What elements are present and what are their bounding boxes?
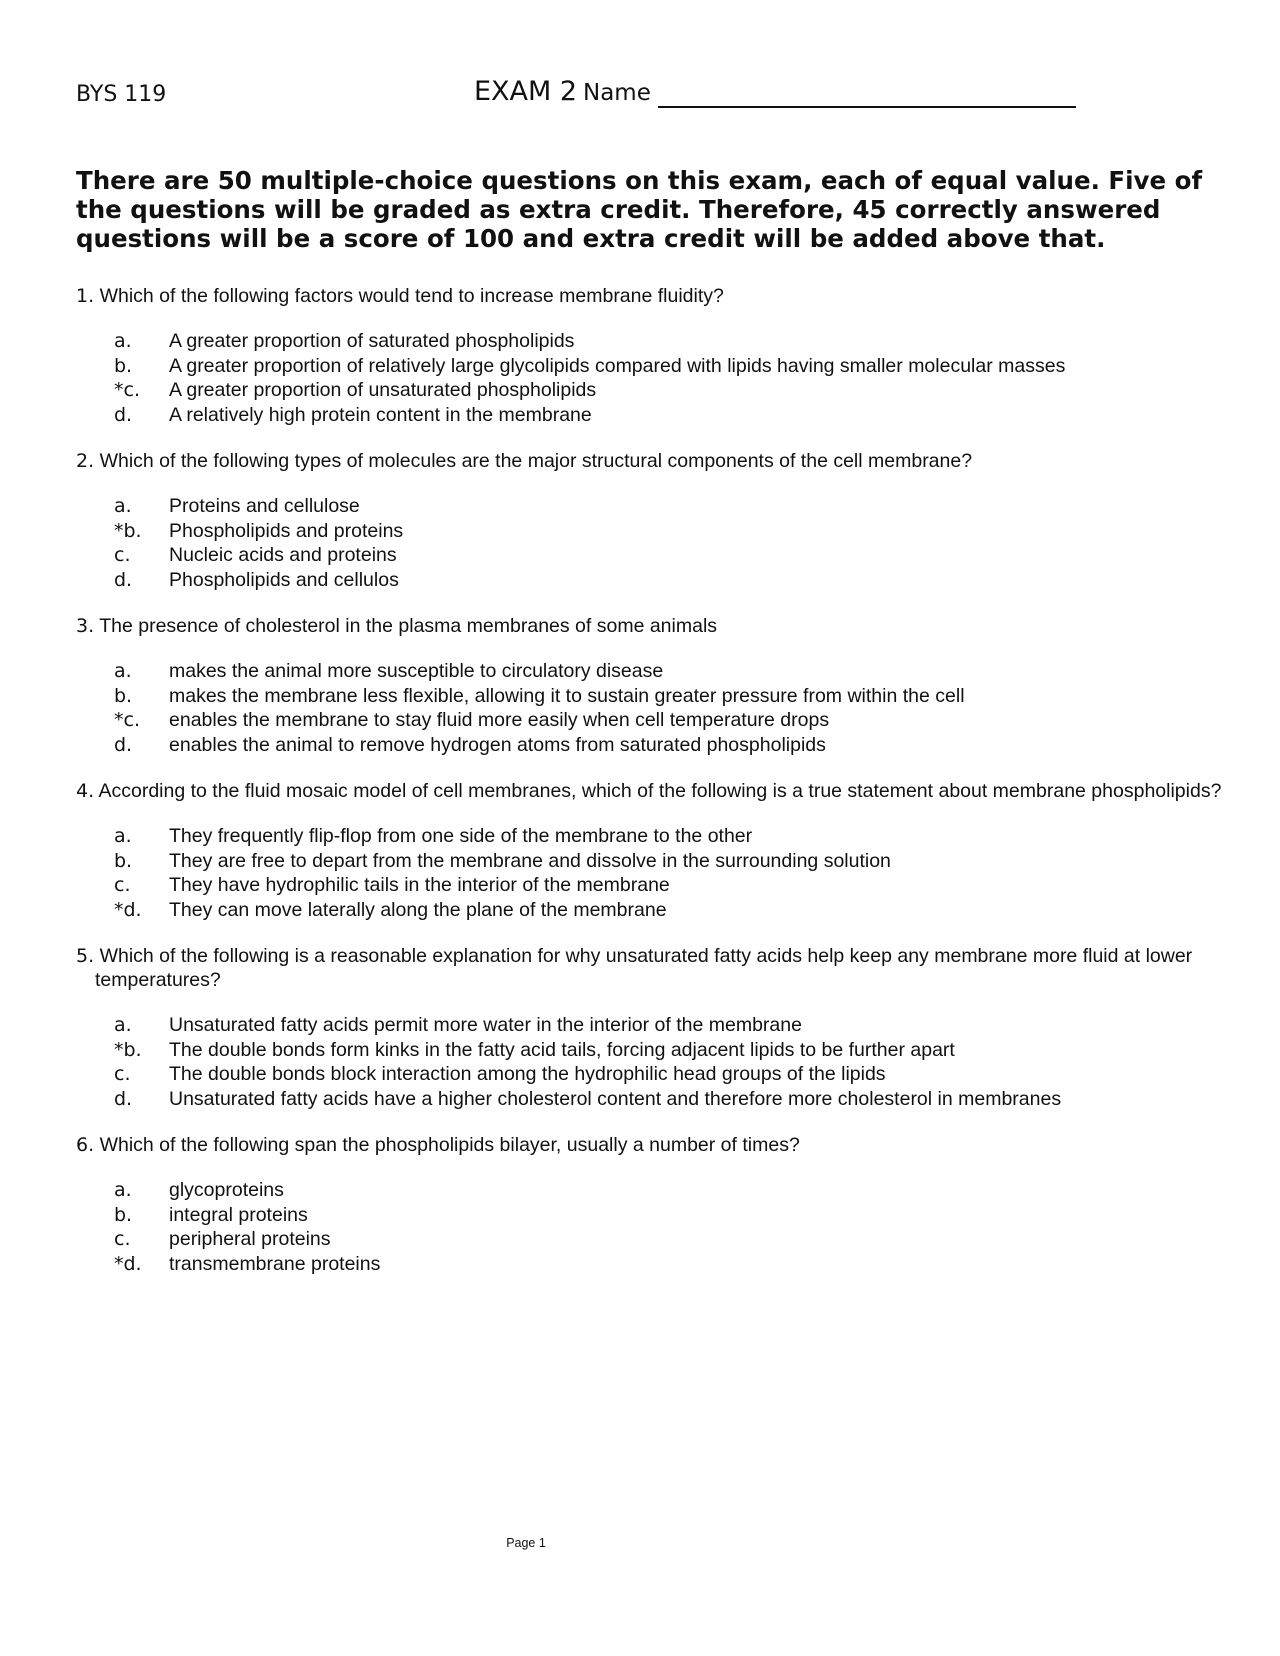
page-number: Page 1 <box>506 1536 546 1550</box>
option-item <box>76 1203 1226 1228</box>
option-list <box>76 824 1226 922</box>
option-text: integral proteins <box>169 1203 308 1226</box>
option-text: Phospholipids and proteins <box>169 519 404 542</box>
option-text: They frequently flip-flop from one side of the membrane to the other <box>169 825 753 847</box>
option-letter: d. <box>114 403 133 426</box>
option-letter: *d. <box>114 898 142 921</box>
question-6 <box>76 1133 1226 1276</box>
option-letter: c. <box>114 1063 131 1085</box>
option-item <box>76 403 1226 428</box>
exam-header <box>76 74 1216 114</box>
option-item <box>76 494 1226 519</box>
option-item <box>76 1087 1226 1112</box>
option-text: They can move laterally along the plane of the membrane <box>169 898 667 921</box>
option-letter: c. <box>114 544 131 566</box>
question-list <box>76 284 1226 1298</box>
option-text: Nucleic acids and proteins <box>169 544 397 566</box>
option-letter: d. <box>114 1087 133 1110</box>
option-text: A relatively high protein content in the membrane <box>169 403 592 426</box>
option-item <box>76 824 1226 849</box>
option-text: They have hydrophilic tails in the interior of the membrane <box>169 874 670 896</box>
option-text: A greater proportion of unsaturated phospholipids <box>169 379 597 401</box>
option-list <box>76 659 1226 757</box>
option-text: transmembrane proteins <box>169 1252 381 1275</box>
page-footer <box>0 1536 1052 1550</box>
option-text: Phospholipids and cellulos <box>169 568 399 591</box>
question-5 <box>76 944 1226 1111</box>
option-text: A greater proportion of relatively large glycolipids compared with lipids having smaller molecular masses <box>169 354 1066 377</box>
question-4 <box>76 779 1226 922</box>
option-item <box>76 329 1226 354</box>
option-item <box>76 849 1226 874</box>
question-text: Which of the following span the phospholipids bilayer, usually a number of times? <box>99 1134 800 1156</box>
option-item-correct <box>76 708 1226 733</box>
option-letter: *c. <box>114 379 140 401</box>
option-letter: *c. <box>114 709 140 731</box>
option-text: The double bonds form kinks in the fatty acid tails, forcing adjacent lipids to be further apart <box>169 1038 955 1061</box>
option-letter: c. <box>114 1228 131 1250</box>
question-stem <box>76 284 1226 308</box>
question-text: According to the fluid mosaic model of cell membranes, which of the following is a true statement about membrane phospholipids? <box>98 780 1222 802</box>
option-text: enables the membrane to stay fluid more easily when cell temperature drops <box>169 709 830 731</box>
option-item <box>76 568 1226 593</box>
question-2 <box>76 449 1226 592</box>
question-stem <box>76 614 1226 638</box>
option-letter: a. <box>114 495 132 517</box>
option-list <box>76 1178 1226 1276</box>
question-stem <box>76 944 1226 992</box>
option-letter: b. <box>114 684 133 707</box>
option-text: Unsaturated fatty acids permit more water in the interior of the membrane <box>169 1014 802 1036</box>
question-text: Which of the following is a reasonable explanation for why unsaturated fatty acids help keep any membrane more fluid at lower temperatures? <box>95 945 1193 991</box>
question-number: 3. <box>76 615 95 637</box>
option-list <box>76 329 1226 427</box>
option-letter: d. <box>114 733 133 756</box>
question-stem <box>76 1133 1226 1157</box>
option-letter: a. <box>114 1014 132 1036</box>
option-letter: a. <box>114 660 132 682</box>
course-code: BYS 119 <box>76 82 167 107</box>
name-label: Name <box>583 80 651 106</box>
option-letter: a. <box>114 330 132 352</box>
option-item <box>76 354 1226 379</box>
question-number: 6. <box>76 1134 95 1156</box>
option-item-correct <box>76 1038 1226 1063</box>
question-stem <box>76 779 1226 803</box>
question-stem <box>76 449 1226 473</box>
option-item-correct <box>76 378 1226 403</box>
option-item-correct <box>76 898 1226 923</box>
option-letter: *d. <box>114 1252 142 1275</box>
option-item <box>76 659 1226 684</box>
option-list <box>76 1013 1226 1111</box>
option-item-correct <box>76 1252 1226 1277</box>
option-text: glycoproteins <box>169 1179 284 1201</box>
option-letter: b. <box>114 354 133 377</box>
question-3 <box>76 614 1226 757</box>
question-number: 5. <box>76 945 95 967</box>
option-letter: *b. <box>114 519 142 542</box>
option-item-correct <box>76 519 1226 544</box>
name-blank-line <box>658 106 1076 108</box>
question-text: The presence of cholesterol in the plasma membranes of some animals <box>99 615 718 637</box>
option-list <box>76 494 1226 592</box>
option-letter: *b. <box>114 1038 142 1061</box>
option-text: The double bonds block interaction among the hydrophilic head groups of the lipids <box>169 1063 886 1085</box>
question-1 <box>76 284 1226 427</box>
option-text: A greater proportion of saturated phospholipids <box>169 330 575 352</box>
option-item <box>76 684 1226 709</box>
exam-instructions: There are 50 multiple-choice questions on this exam, each of equal value. Five of the questions will be graded as extra credit. Therefore, 45 correctly answered questions will be a score of 100 and extra credit will be added above that. <box>76 166 1203 253</box>
question-number: 1. <box>76 285 95 307</box>
option-text: Proteins and cellulose <box>169 495 360 517</box>
option-item <box>76 733 1226 758</box>
exam-title: EXAM 2 <box>474 76 578 107</box>
question-text: Which of the following factors would tend to increase membrane fluidity? <box>99 285 724 307</box>
option-item <box>76 1062 1226 1087</box>
option-text: makes the animal more susceptible to circulatory disease <box>169 660 664 682</box>
option-item <box>76 543 1226 568</box>
option-text: makes the membrane less flexible, allowing it to sustain greater pressure from within the cell <box>169 684 965 707</box>
option-letter: b. <box>114 1203 133 1226</box>
option-text: They are free to depart from the membrane and dissolve in the surrounding solution <box>169 849 891 872</box>
option-item <box>76 873 1226 898</box>
option-letter: d. <box>114 568 133 591</box>
option-item <box>76 1178 1226 1203</box>
question-number: 4. <box>76 780 95 802</box>
option-text: Unsaturated fatty acids have a higher cholesterol content and therefore more cholesterol in membranes <box>169 1087 1062 1110</box>
option-letter: a. <box>114 825 132 847</box>
option-item <box>76 1227 1226 1252</box>
option-letter: a. <box>114 1179 132 1201</box>
option-letter: c. <box>114 874 131 896</box>
question-text: Which of the following types of molecules are the major structural components of the cell membrane? <box>99 450 973 472</box>
option-item <box>76 1013 1226 1038</box>
option-text: enables the animal to remove hydrogen atoms from saturated phospholipids <box>169 733 826 756</box>
question-number: 2. <box>76 450 95 472</box>
option-text: peripheral proteins <box>169 1228 331 1250</box>
option-letter: b. <box>114 849 133 872</box>
